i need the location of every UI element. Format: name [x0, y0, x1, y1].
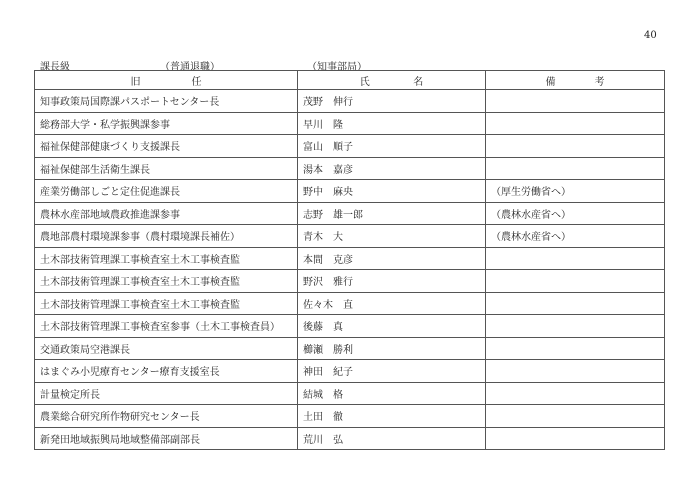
name-cell: 後藤 真 [298, 315, 486, 338]
note-cell [486, 247, 665, 270]
table-row [35, 90, 665, 113]
name-cell: 結城 格 [298, 382, 486, 405]
note-cell: （厚生労働省へ） [486, 180, 665, 203]
name-cell: 神田 紀子 [298, 360, 486, 383]
note-cell [486, 90, 665, 113]
old-post-cell: 産業労働部しごと定住促進課長 [35, 180, 298, 203]
retirement-type-label: （普通退職） [160, 62, 220, 73]
note-cell [486, 292, 665, 315]
name-cell: 野沢 雅行 [298, 270, 486, 293]
note-cell [486, 427, 665, 450]
note-cell [486, 157, 665, 180]
old-post-cell: 福祉保健部生活衛生課長 [35, 157, 298, 180]
note-header [486, 71, 665, 90]
note-header-char: 考 [594, 76, 605, 88]
old-post-cell: 土木部技術管理課工事検査室土木工事検査監 [35, 247, 298, 270]
table-row [35, 135, 665, 158]
note-cell [486, 382, 665, 405]
name-cell: 櫛瀬 勝利 [298, 337, 486, 360]
name-cell: 佐々木 直 [298, 292, 486, 315]
note-cell [486, 337, 665, 360]
personnel-table [34, 70, 665, 450]
name-header [298, 71, 486, 90]
old-post-cell: 農業総合研究所作物研究センター長 [35, 405, 298, 428]
old-post-cell: 農地部農村環境課参事（農村環境課長補佐） [35, 225, 298, 248]
note-cell [486, 405, 665, 428]
note-cell [486, 270, 665, 293]
table-row [35, 180, 665, 203]
old-post-cell: 福祉保健部健康づくり支援課長 [35, 135, 298, 158]
name-cell: 茂野 伸行 [298, 90, 486, 113]
old-post-cell: 農林水産部地域農政推進課参事 [35, 202, 298, 225]
table-row [35, 427, 665, 450]
table-row [35, 405, 665, 428]
old-post-cell: はまぐみ小児療育センター療育支援室長 [35, 360, 298, 383]
old-post-header-char: 旧 [130, 76, 141, 88]
table-row [35, 360, 665, 383]
name-cell: 早川 隆 [298, 112, 486, 135]
name-header-char: 名 [413, 76, 424, 88]
name-cell: 湯本 嘉彦 [298, 157, 486, 180]
old-post-cell: 土木部技術管理課工事検査室参事（土木工事検査員） [35, 315, 298, 338]
name-cell: 荒川 弘 [298, 427, 486, 450]
department-label: （知事部局） [307, 62, 367, 73]
old-post-cell: 総務部大学・私学振興課参事 [35, 112, 298, 135]
note-cell: （農林水産省へ） [486, 225, 665, 248]
table-row [35, 382, 665, 405]
note-header-char: 備 [545, 76, 556, 88]
old-post-header-char: 任 [191, 76, 202, 88]
name-cell: 青木 大 [298, 225, 486, 248]
old-post-cell: 交通政策局空港課長 [35, 337, 298, 360]
note-cell [486, 315, 665, 338]
name-cell: 富山 順子 [298, 135, 486, 158]
old-post-cell: 新発田地域振興局地域整備部副部長 [35, 427, 298, 450]
table-row [35, 247, 665, 270]
name-cell: 本間 克彦 [298, 247, 486, 270]
name-cell: 野中 麻央 [298, 180, 486, 203]
table-row [35, 202, 665, 225]
old-post-cell: 土木部技術管理課工事検査室土木工事検査監 [35, 292, 298, 315]
note-cell [486, 135, 665, 158]
table-row [35, 225, 665, 248]
table-row [35, 112, 665, 135]
name-cell: 土田 徹 [298, 405, 486, 428]
table-row [35, 292, 665, 315]
table-row [35, 157, 665, 180]
old-post-cell: 知事政策局国際課パスポートセンター長 [35, 90, 298, 113]
note-cell [486, 112, 665, 135]
table-row [35, 337, 665, 360]
grade-label: 課長級 [40, 62, 70, 73]
name-header-char: 氏 [359, 76, 370, 88]
table-row [35, 270, 665, 293]
table-header-row [35, 71, 665, 90]
note-cell: （農林水産省へ） [486, 202, 665, 225]
name-cell: 志野 雄一郎 [298, 202, 486, 225]
old-post-cell: 土木部技術管理課工事検査室土木工事検査監 [35, 270, 298, 293]
old-post-cell: 計量検定所長 [35, 382, 298, 405]
old-post-header [35, 71, 298, 90]
note-cell [486, 360, 665, 383]
table-row [35, 315, 665, 338]
page-number: 40 [644, 30, 657, 41]
